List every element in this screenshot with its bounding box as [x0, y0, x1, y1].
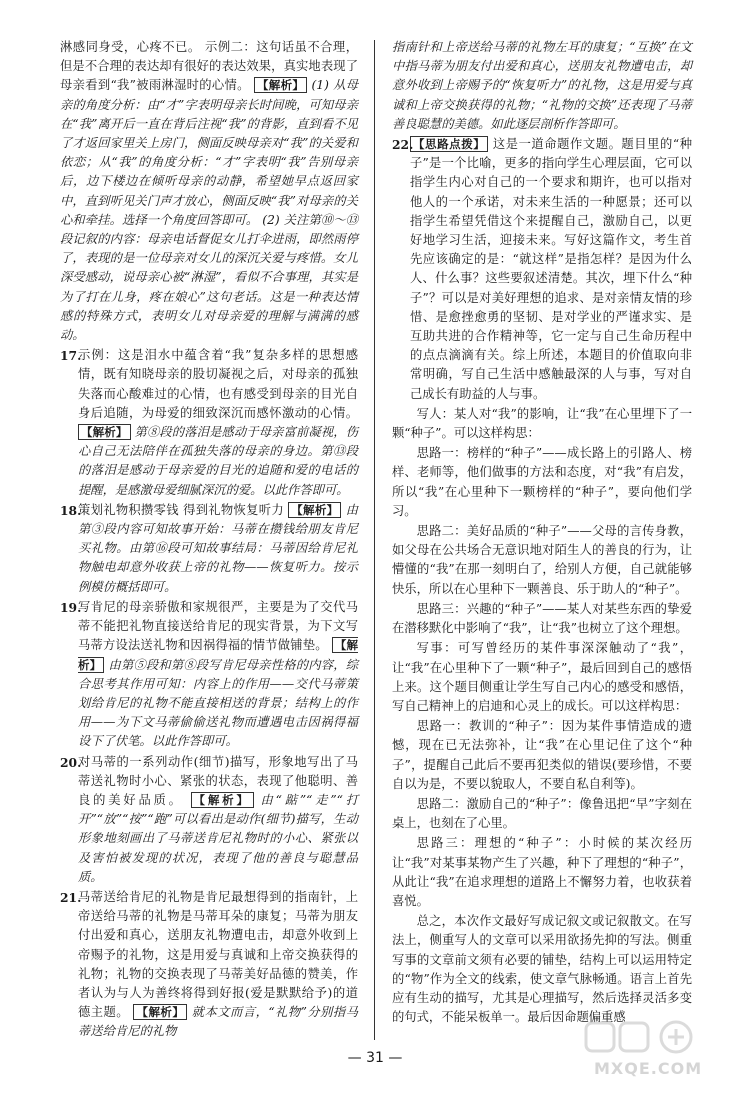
- writing-events-para: 写事：可写曾经历的某件事深深触动了“我”，让“我”在心里种下了一颗“种子”，最后回到自己的感悟上来。这个题目侧重让学生写自己内心的感受和感悟，写自己精神上的启迪和心灵上的成长。可以这样构思：: [392, 641, 692, 713]
- item-number: 21.: [60, 889, 82, 905]
- answer-item-18: [60, 501, 358, 597]
- analysis-tag: 【解析】: [288, 502, 341, 518]
- writing-people-para: 写人：某人对“我”的影响，让“我”在心里埋下了一颗“种子”。可以这样构思：: [392, 406, 692, 441]
- page-number: — 31 —: [347, 1050, 403, 1066]
- answer-text: 示例：这是泪水中蕴含着“我”复杂多样的思想感情，既有知晓母亲的股切凝视之后，对母亲的孤独失落而心酸难过的心情，也有感受到母亲的目光自身后追随，为母爱的细致深沉而感怀激动的心情。: [78, 348, 358, 420]
- idea-1-para: 思路一：榜样的“种子”——成长路上的引路人、榜样、老师等，他们做事的方法和态度，对“我”有启发，所以“我”在心里种下一颗榜样的“种子”，要向他们学习。: [392, 446, 692, 518]
- item-number: 19.: [60, 599, 82, 615]
- answer-item-22: [392, 135, 692, 404]
- answer-item-21: [60, 888, 358, 1042]
- right-continuation: 指南针和上帝送给马蒂的礼物左耳的康复；“互换”在文中指马蒂为朋友付出爱和真心，送朋友礼物遭电击，却意外收到上帝赐予的“恢复听力”的礼物，这是用爱与真诚和上帝交换获得的礼物；“礼物的交换”还表现了马蒂善良聪慧的美德。如此逐层剖析作答即可。: [392, 40, 692, 131]
- right-column: [392, 38, 692, 1028]
- answer-text: 这是一道命题作文题。题目里的“种子”是一个比喻，更多的指向学生心理层面，它可以指学生内心对自己的一个要求和期许，也可以指对他人的一个承诺，对未来生活的一种愿景；还可以指学生希望凭借这个来提醒自己，激励自己，以更好地学习生活，迎接未来。写好这篇作文，考生首先应该确定的是：“就这样”是指怎样？是因为什么人、什么事？这些要叙述清楚。其次，埋下什么“种子”？可以是对美好理想的追求、是对亲情友情的珍惜、是愈挫愈勇的坚韧、是对学业的严谨求实、是互助共进的合作精神等，它一定与自己生命历程中的点点滴滴有关。综上所述，本题目的价值取向非常明确，写自己生活中感触最深的人与事，写对自己成长有助益的人与事。: [410, 137, 693, 401]
- left-p0-text: 淋感同身受，心疼不已。 示例二：这句话虽不合理，但是不合理的表达却有很好的表达效果，真实地表现了母亲看到“我”被雨淋湿时的心情。: [60, 40, 358, 93]
- analysis-tag: 【解析】: [254, 77, 307, 93]
- answer-text: 写肯尼的母亲骄傲和家规很严，主要是为了交代马蒂不能把礼物直接送给肯尼的现实背景，为下文写马蒂方设法送礼物和因祸得福的情节做铺垫。: [78, 599, 358, 653]
- watermark-logo: [580, 1019, 720, 1079]
- answer-item-17: [60, 346, 358, 500]
- left-continuation: [60, 38, 358, 345]
- event-idea-2-para: 思路二：激励自己的“种子”：像鲁迅把“早”字刻在桌上，也刻在了心里。: [392, 796, 692, 831]
- event-idea-1-para: 思路一：教训的“种子”：因为某件事情造成的遗憾，现在已无法弥补，让“我”在心里记住了这个“种子”，提醒自己此后不要再犯类似的错误(要珍惜，不要自以为是，不要以貌取人，不要自私自利等)。: [392, 719, 692, 791]
- answer-item-20: [60, 753, 358, 887]
- analysis-tag: 【解析】: [191, 792, 254, 808]
- answer-text: 策划礼物积攒零钱 得到礼物恢复听力: [78, 502, 284, 517]
- summary-para: 总之，本次作文最好写成记叙文或记叙散文。在写法上，侧重写人的文章可以采用欲扬先抑的写法。侧重写事的文章前文须有必要的铺垫，结构上可以运用特定的“物”作为全文的线索，使文章气脉畅通。语言上首先应有生动的描写，尤其是心理描写，然后选择灵活多变的句式，不能呆板单一。最后因命题偏重感: [392, 914, 692, 1025]
- analysis-text: 第⑧段的落泪是感动于母亲富前凝视，伤心自己无法陪伴在孤独失落的母亲的身边。第⑬段的落泪是感动于母亲爱的目光的追随和爱的电话的提醒，是感激母爱细腻深沉的爱。以此作答即可。: [78, 425, 358, 497]
- event-idea-3-para: 思路三：理想的“种子”：小时候的某次经历让“我”对某事某物产生了兴趣，种下了理想的“种子”，从此让“我”在追求理想的道路上不懈努力着，也收获着喜悦。: [392, 836, 692, 908]
- analysis-text: 由第③段内容可知故事开始：马蒂在攒钱给朋友肯尼买礼物。由第⑯段可知故事结局：马蒂因给肯尼礼物触电却意外收获上帝的礼物——恢复听力。按示例模仿概括即可。: [78, 502, 358, 594]
- idea-2-para: 思路二：美好品质的“种子”——父母的言传身教，如父母在公共场合无意识地对陌生人的善良的行为，让懵懂的“我”在那一刻明白了，给别人方便，自己就能够快乐，所以在心里种下一颗善良、乐于助人的“种子”。: [392, 524, 692, 596]
- item-number: 18.: [60, 502, 82, 518]
- left-column: [60, 38, 358, 1043]
- watermark-icon: [580, 1019, 720, 1059]
- analysis-tag: 【解析】: [78, 424, 131, 440]
- watermark-text: MXQE.COM: [594, 1059, 703, 1078]
- column-divider: [374, 40, 375, 1040]
- analysis-tag: 【解析】: [133, 1004, 187, 1020]
- answer-text: 马蒂送给肯尼的礼物是肯尼最想得到的指南针，上帝送给马蒂的礼物是马蒂耳朵的康复；马蒂为朋友付出爱和真心，送朋友礼物遭电击，却意外收到上帝赐予的礼物，这是用爱与真诚和上帝交换获得的礼物；礼物的交换表现了马蒂美好品德的赞美，作者认为与人为善终将得到好报(爱是默默给予)的道德主题。: [78, 889, 358, 1020]
- hint-tag: 【思路点拨】: [410, 136, 488, 152]
- analysis-text: 由第⑤段和第⑧段写肯尼母亲性格的内容，综合思考其作用可知：内容上的作用——交代马蒂策划给肯尼的礼物不能直接相送的背景；结构上的作用——为下文马蒂偷偷送礼物而遭遇电击因祸得福设下了伏笔。以此作答即可。: [78, 657, 358, 749]
- answer-text: 对马蒂的一系列动作(细节)描写，形象地写出了马蒂送礼物时小心、紧张的状态，表现了他聪明、善良的美好品质。: [78, 754, 358, 807]
- analysis-text: 就本文而言，“礼物”分别指马蒂送给肯尼的礼物: [78, 1005, 358, 1039]
- item-number: 22.: [392, 137, 414, 153]
- answer-item-19: [60, 598, 358, 752]
- item-number: 17.: [60, 348, 82, 364]
- analysis-tag: 【解析】: [78, 638, 358, 672]
- analysis-text: 由“踮”“走”“打开”“放”“按”“跑”可以看出是动作(细节)描写，生动形象地刻画出了马蒂送肯尼礼物时的小心、紧张以及害怕被发现的状况，表现了他的善良与聪慧品质。: [78, 792, 358, 884]
- idea-3-para: 思路三：兴趣的“种子”——某人对某些东西的挚爱在潜移默化中影响了“我”，让“我”也树立了这个理想。: [392, 601, 692, 636]
- item-number: 20.: [60, 754, 82, 770]
- analysis-text: (1) 从母亲的角度分析：由“才”字表明母亲长时间晚，可知母亲在“我”离开后一直在背后注视“我”的背影，直到看不见了才返回家里关上房门，侧面反映母亲对“我”的关爱和依恋；从“我”的角度分析：“才”字表明“我”告别母亲后，边下楼边在倾听母亲的动静，希望她早点返回家中，直到听见关门声才放心，侧面反映“我”对母亲的关心和牵挂。选择一个角度回答即可。 (2) 关注第⑩～⑬段记叙的内容：母亲电话督促女儿打伞进雨，即然雨停了，表现的是一位母亲对女儿的深沉关爱与疼惜。女儿深受感动，说母亲心被“淋湿”，看似不合事理，其实是为了打在儿身，疼在娘心”这句老话。这是一种表达情感的特殊方式，表明女儿对母亲爱的理解与满满的感动。: [60, 78, 358, 343]
